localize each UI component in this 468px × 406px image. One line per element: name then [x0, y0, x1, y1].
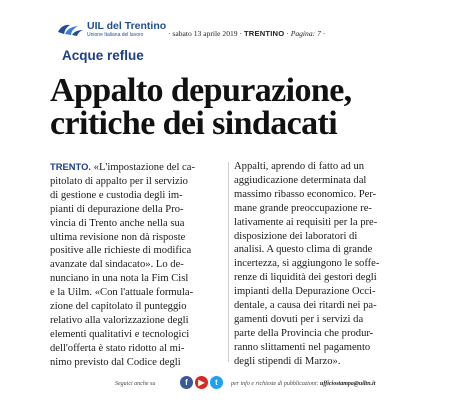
facebook-icon[interactable]: f	[180, 376, 193, 389]
meta-separator: ·	[286, 29, 289, 38]
column-divider	[228, 162, 229, 362]
text-line: mane grande preoccupazione re-	[234, 202, 372, 214]
text-line: ultima revisione non dà risposte	[50, 231, 186, 243]
text-line: Appalti, aprendo di fatto ad un	[234, 161, 365, 172]
footer-email-link[interactable]: ufficiostampa@uiltn.it	[320, 381, 376, 387]
text-line: massimo ribasso economico. Per-	[234, 188, 377, 200]
text-line: lativamente ai requisiti per la pre-	[234, 216, 378, 228]
article-column-right	[234, 160, 408, 369]
page-header	[0, 0, 468, 44]
edition-date: · sabato 13 aprile 2019 ·	[168, 29, 243, 38]
text-line: vincia di Trento anche nella sua	[50, 217, 185, 229]
text-line: renze di liquidità dei gestori degli	[234, 272, 377, 284]
text-line: zione del capitolato il punteggio	[50, 301, 187, 313]
text-line	[50, 160, 222, 175]
text-line: di gestione e custodia degli im-	[50, 189, 183, 201]
text-line: elementi qualitativi e tecnologici	[50, 328, 190, 340]
text-line: positive alle richieste di modifica	[50, 245, 192, 257]
text-line: pianti di depurazione della Pro-	[50, 203, 184, 215]
logo-subtitle: Unione Italiana del lavoro	[87, 32, 144, 38]
page-label: Pagina: 7	[290, 29, 321, 38]
text-line: degli stipendi di Marzo».	[234, 355, 341, 367]
footer-info-label: per info e richieste di pubblicazioni:	[231, 381, 319, 387]
edition-info	[168, 29, 325, 38]
newspaper-name: TRENTINO	[243, 29, 285, 38]
text-line: impianti della Depurazione Occi-	[234, 286, 376, 298]
article-kicker: Acque reflue	[62, 48, 144, 63]
follow-label: Seguici anche su	[115, 381, 156, 387]
twitter-icon[interactable]: t	[210, 376, 223, 389]
headline-line: critiche dei sindacati	[50, 105, 338, 142]
lead-city: TRENTO.	[50, 161, 91, 172]
logo-title: UIL del Trentino	[87, 20, 167, 32]
text-line: parte della Provincia che produr-	[234, 327, 374, 339]
text-line: nunciano in una nota la Fim Cisl	[50, 273, 189, 285]
text-line: ranno slittamenti nel pagamento	[234, 341, 371, 353]
text-line-content: «L'impostazione del ca-	[93, 162, 195, 173]
text-line: nimo previsto dal Codice degli	[50, 356, 181, 368]
youtube-icon[interactable]: ▶	[195, 376, 208, 389]
text-line: dentale, a causa dei ritardi nei pa-	[234, 300, 377, 312]
article-headline	[50, 74, 450, 140]
text-line: relativo alla valorizzazione degli	[50, 314, 189, 326]
text-line: e la Uilm. «Con l'attuale formula-	[50, 287, 194, 299]
footer-contact	[231, 381, 375, 387]
uil-logo-icon	[56, 22, 84, 38]
headline-line: Appalto depurazione,	[50, 72, 352, 109]
text-line: dell'offerta è stato ridotto al mi-	[50, 342, 185, 354]
text-line: incertezza, si aggiungono le soffe-	[234, 258, 380, 270]
text-line: aggiudicazione determinata dal	[234, 174, 367, 186]
text-line: analisi. A questo clima di grande	[234, 244, 373, 256]
page-footer	[0, 376, 468, 396]
article-column-left	[50, 160, 222, 370]
text-line: avanzate dal sindacato». Lo de-	[50, 259, 184, 271]
text-line: disposizione dei laboratori di	[234, 230, 358, 242]
text-line: gamenti dovuti per i servizi da	[234, 313, 364, 325]
meta-separator: ·	[322, 29, 326, 38]
text-line: pitolato di appalto per il servizio	[50, 175, 188, 187]
